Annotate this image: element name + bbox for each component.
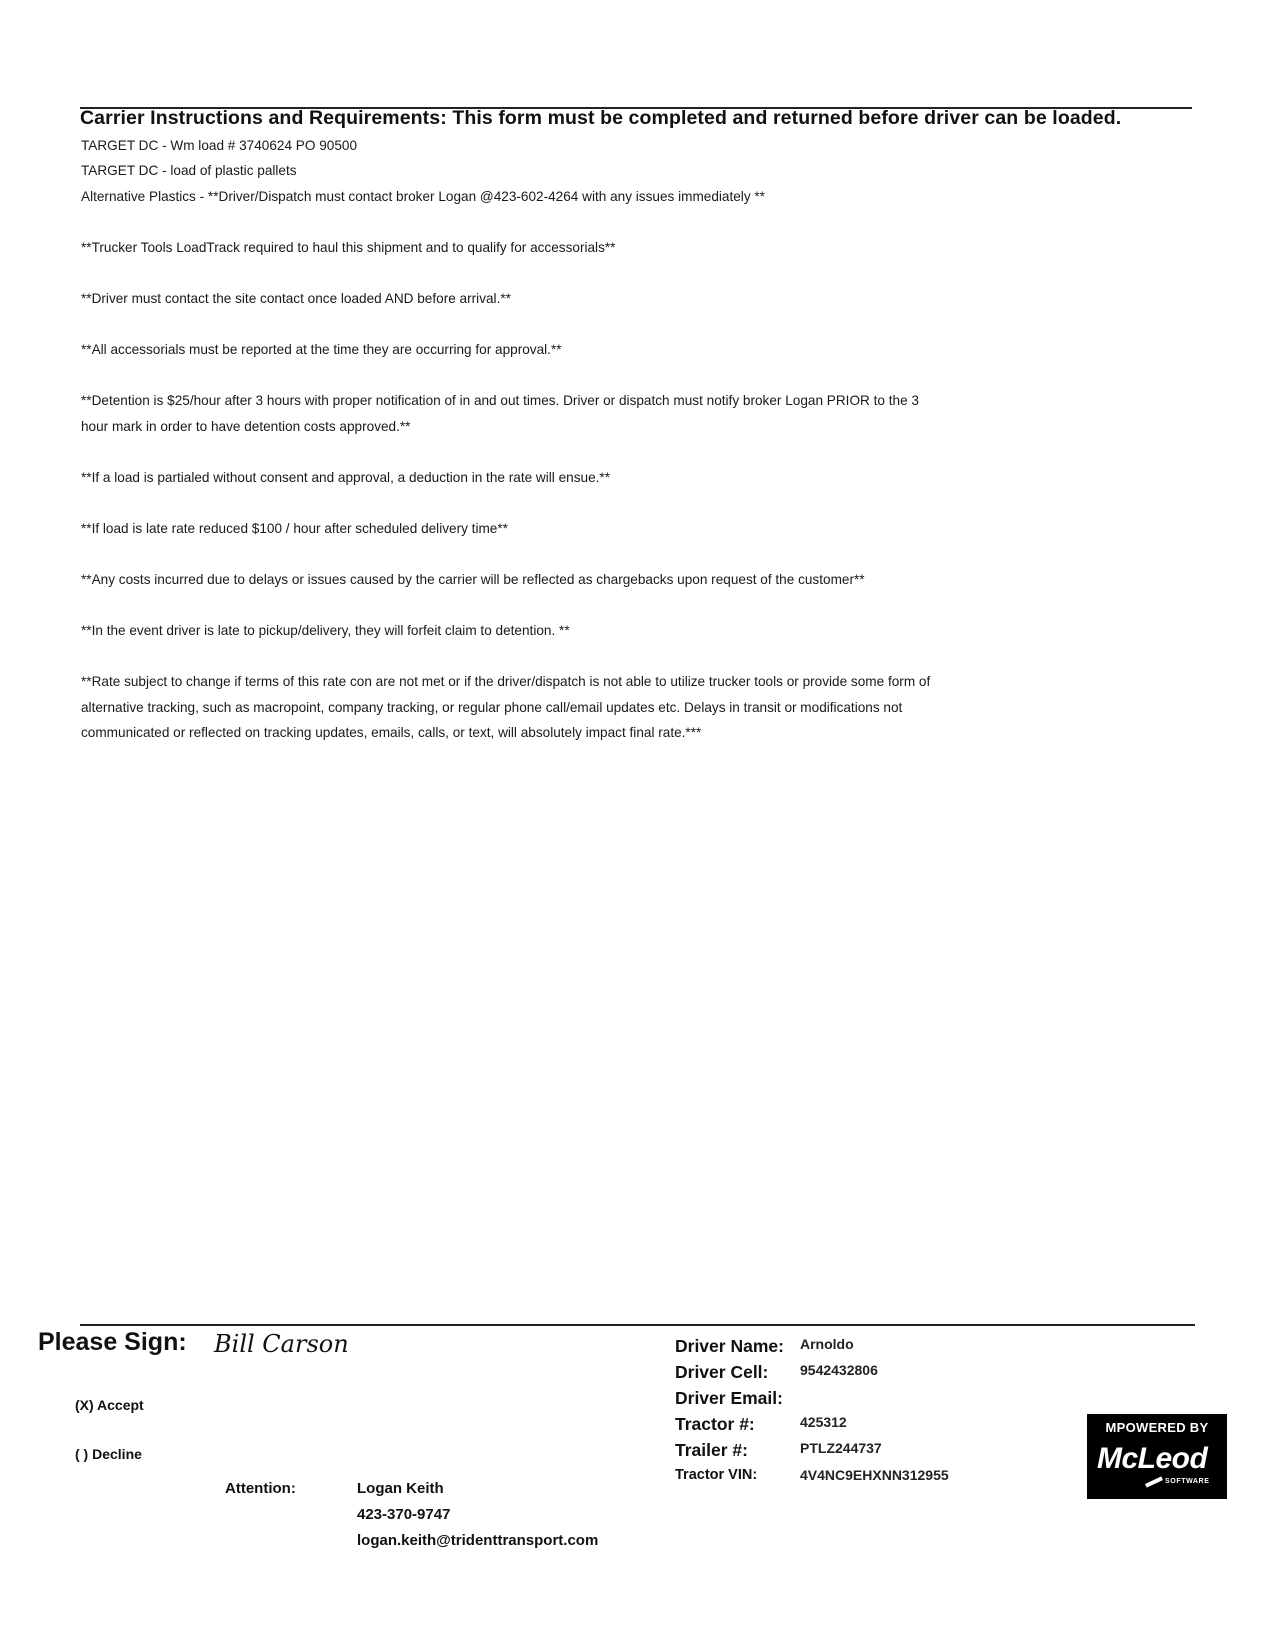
- decline-option[interactable]: ( ) Decline: [75, 1446, 142, 1462]
- signature-field[interactable]: Bill Carson: [214, 1330, 349, 1358]
- instruction-line: communicated or reflected on tracking updates, emails, calls, or text, will absolutely impact final rate.***: [81, 725, 702, 740]
- trailer-value: PTLZ244737: [800, 1440, 882, 1456]
- instruction-line: **Trucker Tools LoadTrack required to haul this shipment and to qualify for accessorials**: [81, 240, 616, 255]
- tractor-vin-value: 4V4NC9EHXNN312955: [800, 1467, 949, 1483]
- instruction-line: **All accessorials must be reported at the time they are occurring for approval.**: [81, 342, 562, 357]
- logo-slash-icon: [1145, 1476, 1163, 1487]
- attention-email: logan.keith@tridenttransport.com: [357, 1532, 599, 1549]
- instruction-line: alternative tracking, such as macropoint, company tracking, or regular phone call/email updates etc. Delays in transit or modifications not: [81, 700, 903, 715]
- instruction-line: TARGET DC - Wm load # 3740624 PO 90500: [81, 138, 358, 153]
- instruction-line: **In the event driver is late to pickup/delivery, they will forfeit claim to detention. **: [81, 623, 570, 638]
- instruction-line: **Any costs incurred due to delays or issues caused by the carrier will be reflected as chargebacks upon request of the customer**: [81, 572, 865, 587]
- trailer-label: Trailer #:: [675, 1440, 748, 1460]
- tractor-label: Tractor #:: [675, 1414, 755, 1434]
- driver-cell-value: 9542432806: [800, 1362, 878, 1378]
- instruction-line: hour mark in order to have detention costs approved.**: [81, 419, 411, 434]
- instruction-line: **Driver must contact the site contact once loaded AND before arrival.**: [81, 291, 511, 306]
- instruction-line: **Rate subject to change if terms of this rate con are not met or if the driver/dispatch is not able to utilize trucker tools or provide some form of: [81, 674, 931, 689]
- attention-label: Attention:: [225, 1480, 296, 1497]
- instruction-line: **If a load is partialed without consent and approval, a deduction in the rate will ensue.**: [81, 470, 610, 485]
- driver-cell-label: Driver Cell:: [675, 1362, 769, 1382]
- instruction-line: Alternative Plastics - **Driver/Dispatch must contact broker Logan @423-602-4264 with any issues immediately **: [81, 189, 765, 204]
- instruction-line: **Detention is $25/hour after 3 hours with proper notification of in and out times. Driver or dispatch must notify broker Logan PRIOR to the 3: [81, 393, 919, 408]
- driver-name-label: Driver Name:: [675, 1336, 784, 1356]
- signature-rule: [80, 1324, 1195, 1326]
- logo-tagline: MPOWERED BY: [1105, 1420, 1209, 1435]
- tractor-vin-label: Tractor VIN:: [675, 1467, 758, 1483]
- driver-name-value: Arnoldo: [800, 1336, 854, 1352]
- tractor-value: 425312: [800, 1414, 847, 1430]
- attention-name: Logan Keith: [357, 1480, 444, 1497]
- attention-phone: 423-370-9747: [357, 1506, 451, 1523]
- instructions-heading: Carrier Instructions and Requirements: This form must be completed and returned before driver can be loaded.: [80, 107, 1122, 129]
- please-sign-label: Please Sign:: [38, 1328, 187, 1356]
- logo-subtitle: SOFTWARE: [1165, 1478, 1210, 1485]
- driver-email-label: Driver Email:: [675, 1388, 783, 1408]
- logo-wordmark: McLeod: [1097, 1442, 1208, 1475]
- mcleod-logo: [1087, 1414, 1227, 1499]
- accept-option[interactable]: (X) Accept: [75, 1397, 144, 1413]
- instruction-line: **If load is late rate reduced $100 / hour after scheduled delivery time**: [81, 521, 508, 536]
- instruction-line: TARGET DC - load of plastic pallets: [81, 163, 297, 178]
